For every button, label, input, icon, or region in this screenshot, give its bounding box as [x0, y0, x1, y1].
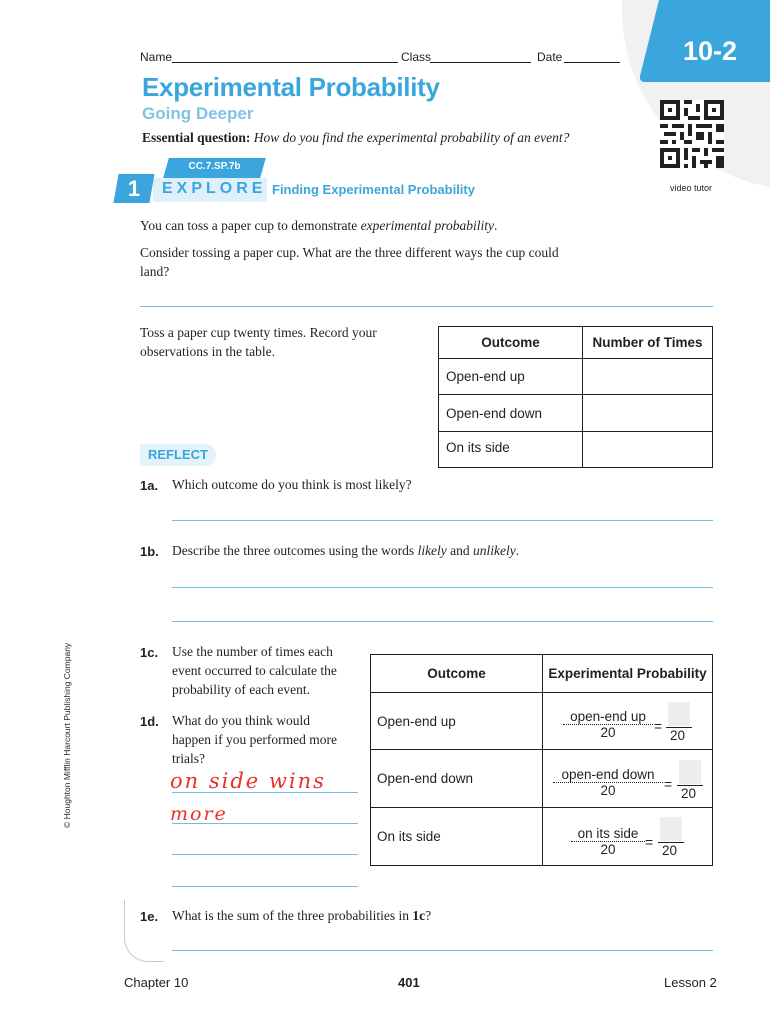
page-title: Experimental Probability: [142, 72, 440, 102]
question-1b-text: [172, 541, 519, 560]
intro-paragraph: [140, 216, 700, 235]
video-tutor-label: video tutor: [670, 183, 713, 193]
handwritten-answer: [168, 764, 368, 828]
intro-period: .: [493, 218, 498, 233]
answer-line-1a[interactable]: [172, 520, 713, 521]
class-field[interactable]: [430, 62, 531, 63]
numerator-input[interactable]: [660, 817, 682, 841]
fraction-denominator: 20: [600, 783, 616, 798]
answer-line-1e[interactable]: [172, 950, 713, 951]
answer-line-1d-4[interactable]: [172, 886, 358, 887]
essential-question-text: How do you find the experimental probability of an event?: [253, 130, 570, 145]
numerator-input[interactable]: [668, 702, 690, 726]
q1b-and: and: [446, 543, 474, 558]
handwriting-line-2: more: [170, 803, 228, 825]
q1b-likely: likely: [417, 543, 447, 558]
intro-text: You can toss a paper cup to demonstrate: [140, 218, 361, 233]
fraction-open-end-down: [553, 767, 663, 798]
table-cell-outcome: Open-end down: [371, 750, 543, 808]
standard-tag: [166, 158, 263, 178]
fraction-denominator: 20: [600, 842, 616, 857]
answer-line-1b-2[interactable]: [172, 621, 713, 622]
question-1c-text: Use the number of times each event occurred to calculate the probability of each event.: [172, 644, 337, 697]
fraction-open-end-up: [563, 709, 653, 740]
lesson-badge: [640, 0, 770, 100]
essential-question: [142, 130, 569, 146]
intro-emphasis: experimental probability: [360, 218, 494, 233]
page-number: 401: [398, 975, 420, 990]
table-row: [439, 359, 713, 395]
table-header-times: Number of Times: [583, 327, 713, 359]
table-header-outcome: Outcome: [439, 327, 583, 359]
equals-sign: =: [645, 834, 654, 850]
fraction-on-its-side: [571, 826, 645, 857]
fraction-numerator: open-end up: [563, 709, 653, 725]
question-number-1d: 1d.: [140, 714, 159, 729]
fraction-denominator: 20: [662, 843, 678, 858]
question-number-1e: 1e.: [140, 909, 159, 924]
essential-question-label: Essential question:: [142, 130, 251, 145]
question-number-1c: 1c.: [140, 645, 159, 660]
q1b-text-start: Describe the three outcomes using the words: [172, 543, 418, 558]
standard-code: CC.7.SP.7b: [188, 161, 241, 172]
date-field[interactable]: [564, 62, 620, 63]
explore-label: EXPLORE: [162, 180, 267, 197]
fraction-numerator: on its side: [571, 826, 645, 842]
toss-instructions: Toss a paper cup twenty times. Record your observations in the table.: [140, 325, 377, 359]
cup-question: Consider tossing a paper cup. What are the three different ways the cup could land?: [140, 245, 559, 279]
explore-title: Finding Experimental Probability: [272, 182, 475, 197]
question-number-1a: 1a.: [140, 478, 159, 493]
class-label: Class: [401, 50, 432, 64]
q1e-question-mark: ?: [425, 908, 432, 923]
table-row: [439, 432, 713, 468]
table-cell-input[interactable]: [583, 395, 713, 432]
date-label: Date: [537, 50, 563, 64]
page-subtitle: Going Deeper: [142, 104, 254, 123]
fraction-numerator: open-end down: [553, 767, 663, 783]
handwriting-line-1: on side wins: [170, 769, 326, 793]
q1e-reference: 1c: [412, 908, 426, 923]
table-cell-outcome: On its side: [439, 432, 583, 468]
name-field[interactable]: [172, 62, 398, 63]
answer-line-1b-1[interactable]: [172, 587, 713, 588]
name-label: Name: [140, 50, 173, 64]
qr-code-icon[interactable]: [660, 100, 724, 168]
table-cell-input[interactable]: [583, 359, 713, 395]
table-cell-outcome: Open-end up: [371, 693, 543, 750]
explore-number: 1: [127, 176, 141, 201]
page-corner-curve: [124, 900, 164, 962]
numerator-input[interactable]: [679, 760, 701, 784]
copyright-notice: © Houghton Mifflin Harcourt Publishing Company: [62, 642, 72, 828]
table-row: [439, 395, 713, 432]
table-header-outcome: Outcome: [371, 655, 543, 693]
table-cell-input[interactable]: [583, 432, 713, 468]
question-1e-text: [172, 906, 431, 925]
question-number-1b: 1b.: [140, 544, 159, 559]
question-1d-text: What do you think would happen if you performed more trials?: [172, 713, 337, 766]
reflect-label: REFLECT: [148, 447, 208, 462]
footer-chapter: Chapter 10: [124, 975, 189, 990]
answer-line-cup[interactable]: [140, 306, 713, 307]
table-cell-outcome: On its side: [371, 808, 543, 866]
fraction-denominator: 20: [670, 728, 686, 743]
equals-sign: =: [654, 718, 663, 734]
question-1a-text: Which outcome do you think is most likely?: [172, 477, 412, 492]
fraction-denominator: 20: [681, 786, 697, 801]
table-cell-outcome: Open-end down: [439, 395, 583, 432]
table-cell-outcome: Open-end up: [439, 359, 583, 395]
table-header-probability: Experimental Probability: [543, 655, 713, 693]
observations-table: [438, 326, 713, 468]
answer-line-1d-3[interactable]: [172, 854, 358, 855]
equals-sign: =: [664, 776, 673, 792]
q1b-unlikely: unlikely: [473, 543, 516, 558]
q1e-text-start: What is the sum of the three probabilities in: [172, 908, 413, 923]
footer-lesson: Lesson 2: [664, 975, 717, 990]
fraction-denominator: 20: [600, 725, 616, 740]
q1b-period: .: [515, 543, 520, 558]
lesson-number: 10-2: [682, 36, 738, 66]
